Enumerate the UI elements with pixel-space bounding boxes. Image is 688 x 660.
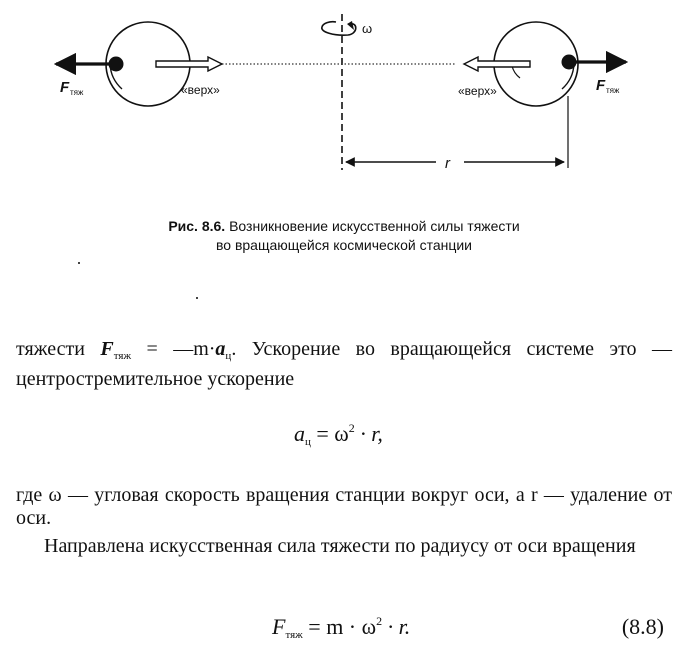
centripetal-formula: $a_ц = \omega^2 \cdot r$, (294, 421, 383, 448)
left-up-label: «верх» (181, 83, 220, 97)
right-up-label: «верх» (458, 84, 497, 98)
right-force-label (596, 77, 620, 95)
caption-line1: Возникновение искусственной силы тяжести (229, 218, 520, 234)
svg-text:тяж: тяж (606, 86, 620, 95)
caption-label: Рис. 8.6. (168, 218, 226, 234)
left-force-label (60, 79, 84, 97)
paragraph-3: Направлена искусственная сила тяжести по радиусу от оси вращения (44, 535, 636, 557)
right-mass (562, 55, 577, 70)
left-mass (109, 57, 124, 72)
rotating-station-figure (0, 0, 688, 200)
right-up-arrow-icon (464, 57, 530, 71)
gravity-formula: $F_{тяж} = m \cdot \omega^2 \cdot r$. (272, 614, 411, 641)
paragraph-2: где ω — угловая скорость вращения станции вокруг оси, а r — удаление от оси. (16, 484, 672, 529)
omega-label: ω (362, 21, 373, 36)
svg-text:тяж: тяж (70, 88, 84, 97)
caption-line2: во вращающейся космической станции (215, 237, 472, 253)
svg-text:F: F (60, 79, 70, 96)
paragraph-1: тяжести $F_{тяж}$ = $—m\cdot a_ц$. Ускорение во вращающейся системе это — центростремительное ускорение (16, 338, 672, 390)
radius-label: r (445, 155, 450, 172)
figure-caption (0, 217, 688, 255)
svg-text:F: F (596, 77, 606, 94)
equation-number: (8.8) (621, 614, 664, 639)
